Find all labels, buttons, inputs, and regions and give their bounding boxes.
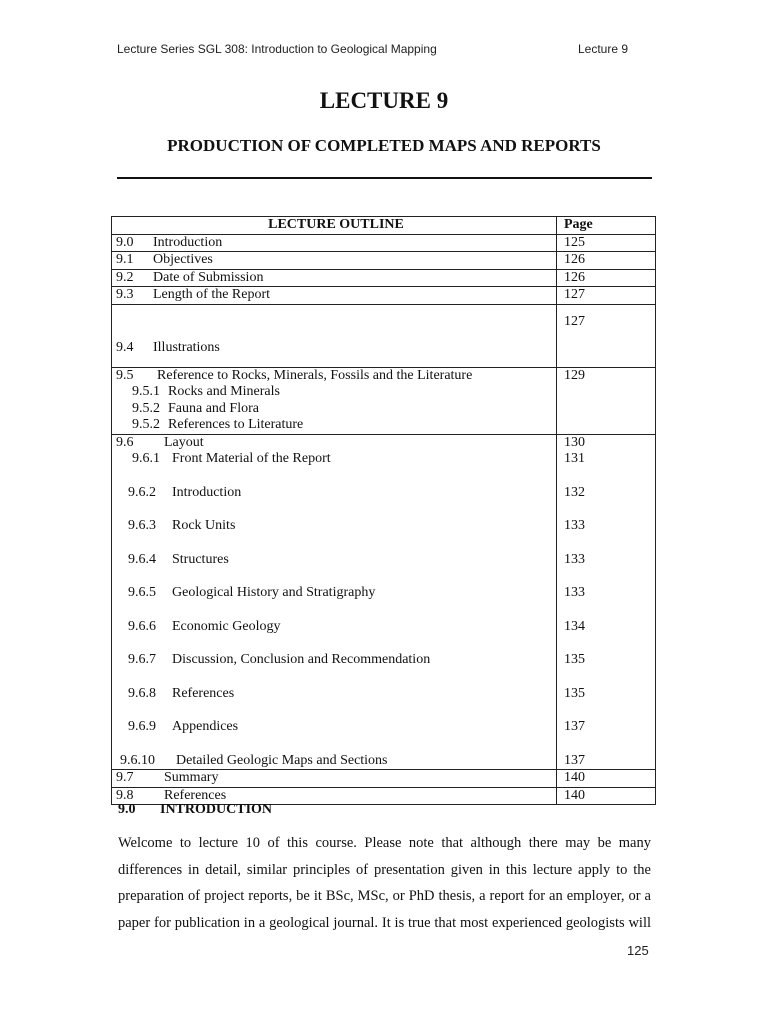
- outline-row: [112, 770, 656, 788]
- section-heading: [118, 802, 272, 818]
- sub-title: Economic Geology: [172, 618, 281, 634]
- row-number: 9.8: [116, 787, 134, 803]
- row-number: 9.7: [116, 770, 134, 785]
- outline-row: [112, 269, 656, 287]
- sub-page: 132: [564, 484, 585, 500]
- sub-title: Rock Units: [172, 518, 236, 533]
- sub-title: Fauna and Flora: [168, 400, 259, 416]
- row-page: 129: [557, 367, 656, 434]
- running-header-lecture: Lecture 9: [578, 42, 629, 56]
- paragraph-line: paper for publication in a geological journal. It is true that most experienced geologists will: [118, 914, 651, 931]
- introduction-paragraph: [118, 830, 651, 936]
- row-title: Objectives: [153, 252, 213, 267]
- row-page: 126: [557, 252, 656, 270]
- sub-title: Front Material of the Report: [172, 451, 331, 466]
- sub-page: 133: [564, 585, 585, 600]
- sub-title: References: [172, 685, 235, 701]
- sub-title: Geological History and Stratigraphy: [172, 585, 376, 600]
- lecture-title: LECTURE 9: [319, 88, 449, 113]
- row-title: Summary: [164, 770, 219, 785]
- running-header-title: Lecture Series SGL 308: Introduction to Geological Mapping: [117, 42, 437, 56]
- sub-page: 134: [564, 618, 585, 634]
- row-number: 9.5: [116, 367, 134, 383]
- paragraph-line: differences in detail, similar principles of presentation given in this lecture apply to the: [118, 861, 651, 878]
- sub-number: 9.5.2: [132, 417, 160, 432]
- sub-title: Discussion, Conclusion and Recommendation: [172, 652, 431, 667]
- sub-page: 137: [564, 719, 585, 734]
- sub-number: 9.6.3: [128, 518, 156, 533]
- sub-title: Appendices: [172, 719, 239, 734]
- outline-heading: LECTURE OUTLINE: [112, 217, 557, 235]
- sub-number: 9.6.9: [128, 719, 156, 734]
- sub-title: Rocks and Minerals: [168, 384, 280, 399]
- row-number: 9.1: [116, 252, 134, 267]
- sub-number: 9.6.10: [120, 752, 155, 768]
- sub-item: [116, 518, 556, 535]
- sub-item: [116, 719, 556, 736]
- paragraph-line: Welcome to lecture 10 of this course. Please note that although there may be many: [118, 835, 651, 851]
- row-title: Layout: [164, 434, 204, 450]
- row-title: Illustrations: [153, 340, 220, 355]
- sub-number: 9.6.5: [128, 585, 156, 600]
- sub-item: [116, 384, 556, 401]
- paragraph-line: preparation of project reports, be it BSc, MSc, or PhD thesis, a report for an employer, or a: [118, 888, 651, 904]
- sub-title: References to Literature: [168, 417, 304, 432]
- sub-page: 133: [564, 518, 585, 533]
- lecture-outline-table: [111, 216, 656, 805]
- sub-page: 135: [564, 685, 585, 701]
- sub-item: [116, 552, 556, 569]
- lecture-subtitle: PRODUCTION OF COMPLETED MAPS AND REPORTS: [167, 136, 601, 155]
- title-divider: [117, 177, 652, 179]
- row-page: 127: [557, 304, 656, 367]
- sub-item: [116, 753, 556, 770]
- row-page: 140: [557, 770, 656, 788]
- section-title: INTRODUCTION: [160, 802, 273, 817]
- sub-number: 9.6.2: [128, 484, 156, 500]
- sub-item: [116, 401, 556, 418]
- row-title: Date of Submission: [153, 269, 264, 285]
- sub-number: 9.6.7: [128, 652, 156, 667]
- row-number: 9.2: [116, 269, 134, 285]
- row-number: 9.4: [116, 340, 134, 355]
- sub-item: [116, 619, 556, 636]
- sub-number: 9.6.4: [128, 551, 156, 567]
- row-page: 125: [557, 234, 656, 252]
- sub-item: [116, 417, 556, 434]
- row-page: 126: [557, 269, 656, 287]
- row-number: 9.0: [116, 234, 134, 250]
- sub-item: [116, 485, 556, 502]
- page-number: 125: [627, 943, 649, 958]
- row-number: 9.6: [116, 434, 134, 450]
- sub-page: 137: [564, 752, 585, 768]
- sub-title: Introduction: [172, 484, 242, 500]
- outline-row: [112, 234, 656, 252]
- row-page: 130: [564, 434, 585, 450]
- row-title: Length of the Report: [153, 287, 271, 302]
- sub-title: Detailed Geologic Maps and Sections: [176, 752, 388, 768]
- sub-number: 9.5.2: [132, 400, 160, 416]
- sub-item: [116, 585, 556, 602]
- sub-number: 9.6.8: [128, 685, 156, 701]
- section-number: 9.0: [118, 802, 136, 817]
- outline-row: [112, 252, 656, 270]
- row-number: 9.3: [116, 287, 134, 302]
- sub-number: 9.6.1: [132, 451, 160, 466]
- sub-title: Structures: [172, 551, 229, 567]
- outline-row: [112, 434, 656, 770]
- sub-item: [116, 686, 556, 703]
- outline-header-row: [112, 217, 656, 235]
- row-title: References: [164, 787, 227, 803]
- outline-row: [112, 304, 656, 367]
- page-heading: Page: [557, 217, 656, 235]
- outline-row: [112, 287, 656, 305]
- sub-page: 135: [564, 652, 585, 667]
- sub-item: [116, 451, 556, 468]
- sub-number: 9.6.6: [128, 618, 156, 634]
- row-page: 140: [557, 787, 656, 805]
- outline-row: [112, 367, 656, 434]
- sub-item: [116, 652, 556, 669]
- sub-page: 133: [564, 551, 585, 567]
- row-title: Reference to Rocks, Minerals, Fossils and the Literature: [157, 367, 473, 383]
- row-page: 127: [557, 287, 656, 305]
- row-title: Introduction: [153, 234, 223, 250]
- sub-page: 131: [564, 451, 585, 466]
- sub-number: 9.5.1: [132, 384, 160, 399]
